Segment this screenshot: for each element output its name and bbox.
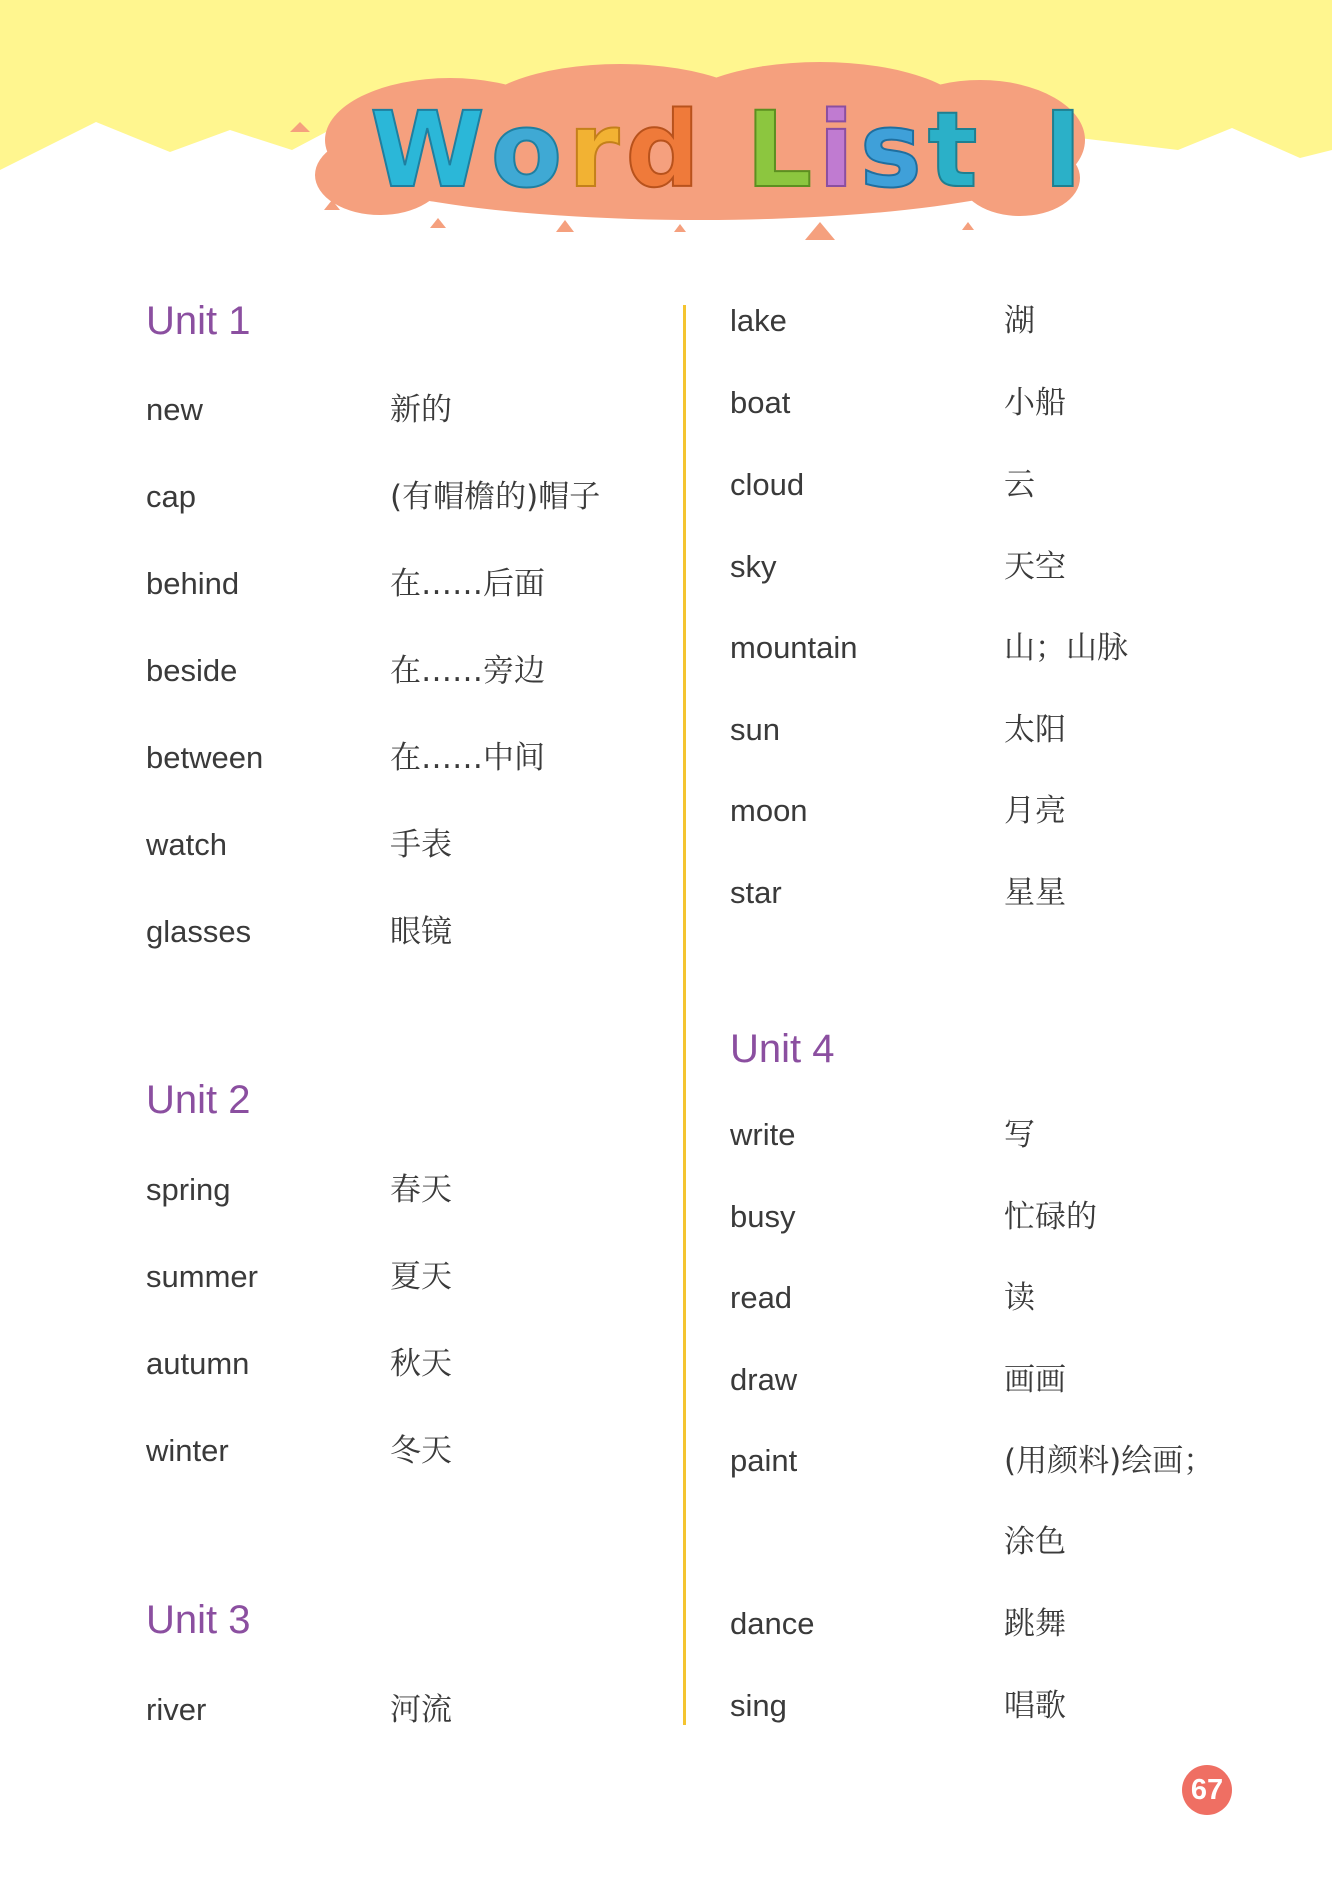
word-entry: summer [146,1259,258,1294]
word-entry: dance [730,1606,815,1641]
title-letter: L [745,89,819,211]
title-letter: i [818,89,860,211]
translation-entry: 手表 [390,827,452,863]
word-entry: read [730,1280,793,1315]
translation-entry: 在……后面 [390,566,545,602]
translation-entry: 湖 [1004,303,1035,339]
translation-entry: 夏天 [390,1259,452,1295]
translation-entry: 秋天 [390,1346,452,1382]
word-entry: glasses [146,914,252,949]
word-entry: winter [146,1433,229,1468]
word-entry: sun [730,712,780,747]
translation-entry: 小船 [1004,385,1066,421]
translation-entry: 河流 [390,1692,452,1728]
translation-entry: 新的 [390,392,452,428]
translation-entry: 天空 [1004,549,1066,585]
title-letter: W [370,89,491,211]
translation-entry: 眼镜 [390,914,452,950]
translation-entry: 太阳 [1004,712,1066,748]
translation-entry: 读 [1004,1280,1035,1316]
translation-entry: 写 [1004,1117,1035,1153]
title-letter: t [927,89,984,211]
word-entry: beside [146,653,238,688]
translation-entry: (用颜料)绘画； [1004,1443,1215,1479]
unit-4-heading: Unit 4 [730,1027,835,1071]
word-entry: behind [146,566,240,601]
word-entry: autumn [146,1346,250,1381]
word-entry: busy [730,1199,796,1234]
translation-entry: 在……中间 [390,740,545,776]
unit-2-heading: Unit 2 [146,1078,251,1122]
translation-entry: 山；山脉 [1004,630,1128,666]
title-letter: r [568,89,626,211]
translation-entry: 画画 [1004,1362,1066,1398]
word-entry: moon [730,793,808,828]
word-entry: write [730,1117,796,1152]
word-entry: watch [146,827,227,862]
word-entry: sing [730,1688,787,1723]
translation-entry: 春天 [390,1172,452,1208]
unit-3-heading: Unit 3 [146,1598,251,1642]
column-divider [683,305,686,1725]
translation-entry: 忙碌的 [1004,1199,1097,1235]
title-letter: d [625,89,706,211]
word-entry: boat [730,385,791,420]
page-number-badge: 67 [1182,1765,1232,1815]
word-entry: star [730,875,782,910]
word-entry: lake [730,303,787,338]
unit-1-heading: Unit 1 [146,299,251,343]
word-entry: new [146,392,203,427]
translation-entry: 月亮 [1004,793,1066,829]
translation-entry: 唱歌 [1004,1688,1066,1724]
word-entry: draw [730,1362,798,1397]
translation-entry: 星星 [1004,875,1066,911]
page-title [370,89,1089,211]
word-entry: spring [146,1172,231,1207]
translation-entry: 云 [1004,467,1035,503]
word-entry: between [146,740,264,775]
word-entry: mountain [730,630,858,665]
translation-entry-continued: 涂色 [1004,1524,1066,1560]
translation-entry: (有帽檐的)帽子 [390,479,601,515]
title-letter: s [859,89,928,211]
word-entry: cap [146,479,196,514]
word-entry: cloud [730,467,805,502]
title-letter: o [490,89,569,211]
word-entry: paint [730,1443,798,1478]
word-entry: river [146,1692,207,1727]
word-entry: sky [730,549,777,584]
translation-entry: 冬天 [390,1433,452,1469]
translation-entry: 跳舞 [1004,1606,1066,1642]
title-letter: I [1043,89,1089,211]
translation-entry: 在……旁边 [390,653,545,689]
